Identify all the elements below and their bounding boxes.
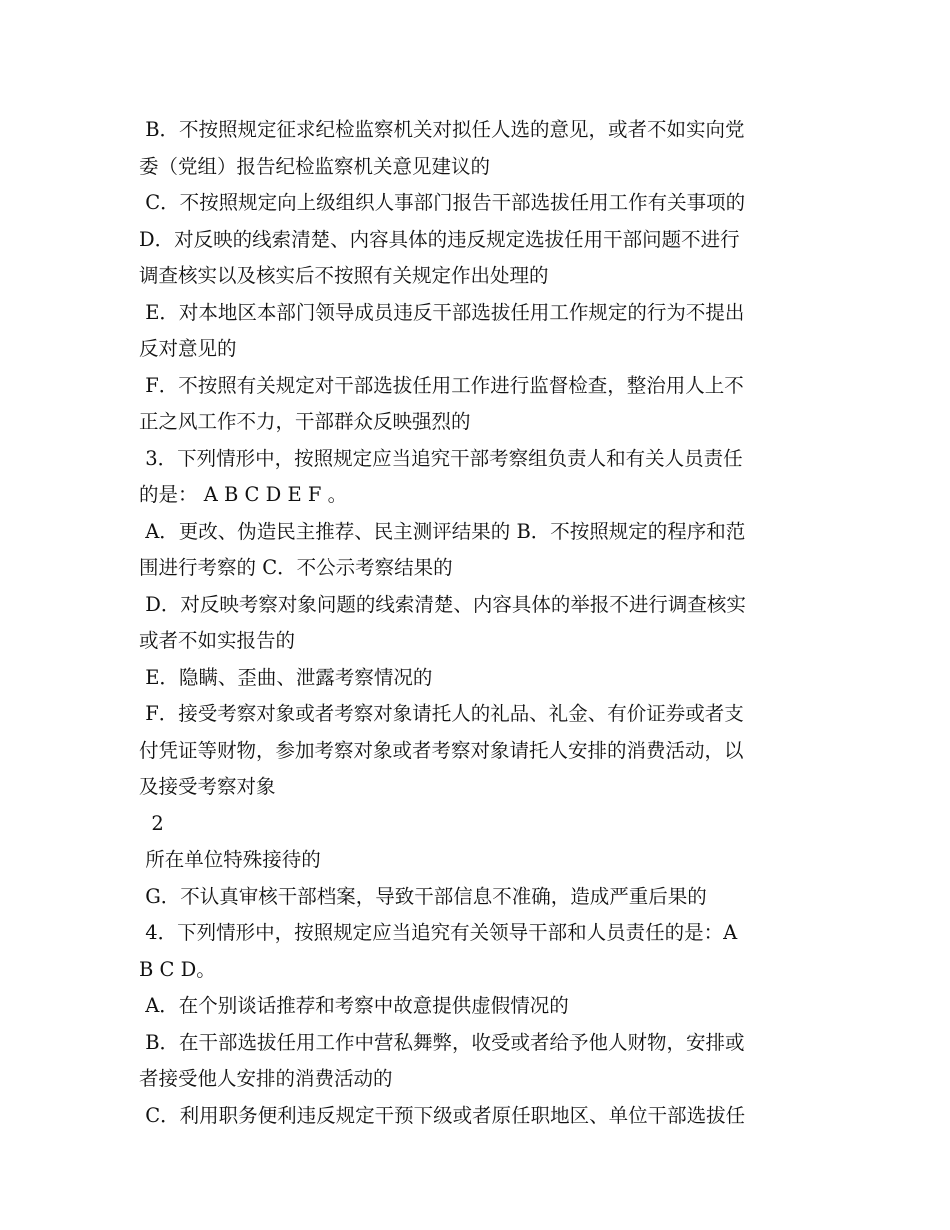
text-line: 反对意见的 [139,337,237,360]
text-line: D．对反映考察对象问题的线索清楚、内容具体的举报不进行调查核实 [139,592,746,616]
page-number: 2 [139,811,164,835]
text-line: F．不按照有关规定对干部选拔任用工作进行监督检查，整治用人上不 [139,373,744,397]
text-line: 正之风工作不力，干部群众反映强烈的 [139,410,471,433]
text-line: 调查核实以及核实后不按照有关规定作出处理的 [139,264,549,287]
document-body [139,112,815,1134]
text-line: C．利用职务便利违反规定干预下级或者原任职地区、单位干部选拔任 [139,1103,746,1127]
text-line: 所在单位特殊接待的 [139,848,321,871]
text-line: F．接受考察对象或者考察对象请托人的礼品、礼金、有价证券或者支 [139,702,744,725]
text-line: 围进行考察的 C．不公示考察结果的 [139,556,453,579]
text-line: E．隐瞒、歪曲、泄露考察情况的 [139,665,433,689]
text-line: 的是： A B C D E F 。 [139,483,348,506]
text-line: A．更改、伪造民主推荐、民主测评结果的 B．不按照规定的程序和范 [139,519,746,543]
text-line: E．对本地区本部门领导成员违反干部选拔任用工作规定的行为不提出 [139,300,745,324]
text-line: A．在个别谈话推荐和考察中故意提供虚假情况的 [139,994,569,1017]
text-line: G．不认真审核干部档案，导致干部信息不准确，造成严重后果的 [139,884,707,908]
text-line: 或者不如实报告的 [139,629,296,652]
text-line: 4．下列情形中，按照规定应当追究有关领导干部和人员责任的是：A [139,921,738,944]
text-line: B C D。 [139,957,216,981]
text-line: 3．下列情形中，按照规定应当追究干部考察组负责人和有关人员责任 [139,446,743,470]
text-line: 及接受考察对象 [139,775,276,798]
text-line: 委（党组）报告纪检监察机关意见建议的 [139,154,491,178]
text-line: D．对反映的线索清楚、内容具体的违反规定选拔任用干部问题不进行 [139,227,740,251]
text-line: B．在干部选拔任用工作中营私舞弊，收受或者给予他人财物，安排或 [139,1030,745,1054]
text-line: 付凭证等财物，参加考察对象或者考察对象请托人安排的消费活动，以 [139,738,744,762]
text-line: C．不按照规定向上级组织人事部门报告干部选拔任用工作有关事项的 [139,191,746,214]
text-line: 者接受他人安排的消费活动的 [139,1067,393,1090]
text-line: B．不按照规定征求纪检监察机关对拟任人选的意见，或者不如实向党 [139,118,745,141]
